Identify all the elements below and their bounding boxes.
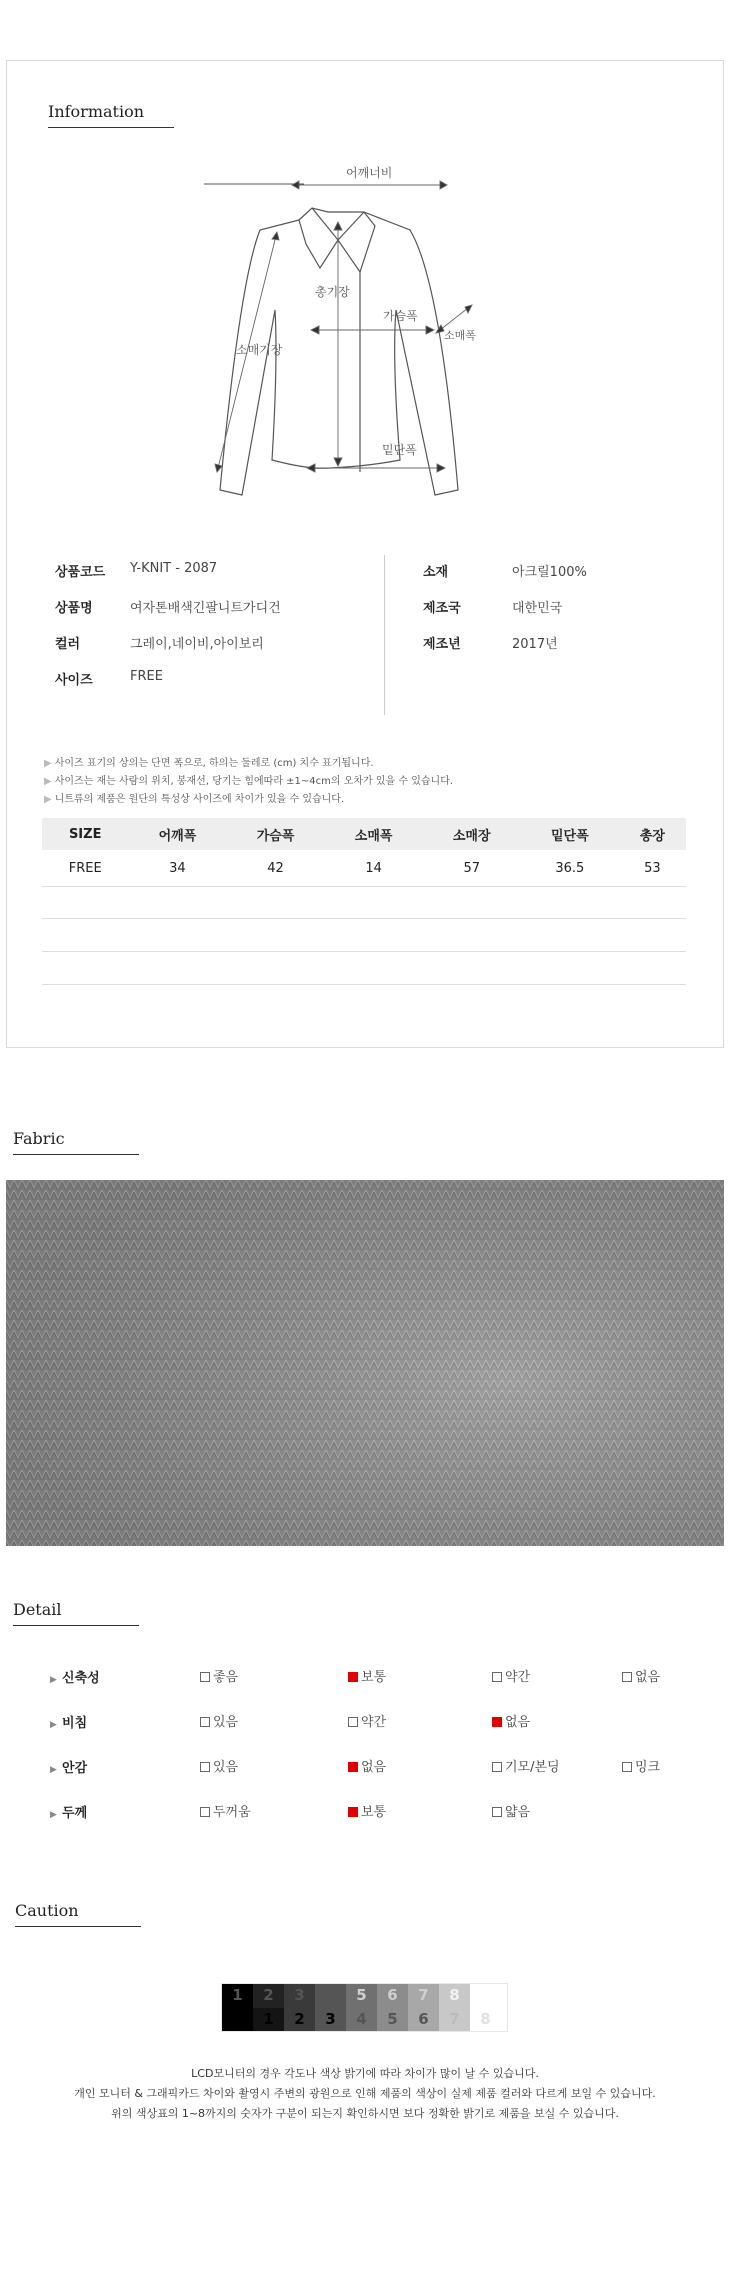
spec-label-year: 제조년 <box>423 637 461 652</box>
fabric-title-underline <box>13 1154 139 1155</box>
spec-label-size: 사이즈 <box>55 673 93 688</box>
detail-label: 안감 <box>62 1761 88 1776</box>
grayscale-number: 6 <box>418 2010 429 2028</box>
col-header: 가슴폭 <box>226 818 324 850</box>
option-label: 있음 <box>213 1715 239 1730</box>
table-cell: 53 <box>619 850 686 887</box>
spec-label-color: 컬러 <box>55 637 81 652</box>
checkbox-icon[interactable] <box>348 1717 358 1727</box>
spec-divider <box>384 555 385 715</box>
empty-table-row <box>42 918 686 919</box>
checkbox-icon[interactable] <box>492 1672 502 1682</box>
size-note <box>44 754 374 769</box>
checkbox-icon[interactable] <box>622 1672 632 1682</box>
option-label: 두꺼움 <box>213 1805 251 1820</box>
grayscale-swatch-top <box>439 1984 470 2008</box>
option-label: 약간 <box>505 1670 531 1685</box>
grayscale-number: 4 <box>356 2010 367 2028</box>
empty-table-row <box>42 984 686 985</box>
checkbox-checked-icon[interactable] <box>348 1807 358 1817</box>
detail-title: Detail <box>13 1600 62 1619</box>
option-lining-yes[interactable] <box>200 1756 238 1775</box>
grayscale-swatch-top <box>346 1984 377 2008</box>
label-hem: 밑단폭 <box>382 443 417 457</box>
grayscale-number: 3 <box>294 1986 305 2004</box>
note-bullet-icon: ▶ <box>44 794 52 805</box>
option-thickness-thick[interactable] <box>200 1801 251 1820</box>
detail-row-sheerness <box>50 1712 87 1731</box>
col-header: 소매장 <box>423 818 521 850</box>
option-label: 없음 <box>361 1760 387 1775</box>
note-text: 사이즈 표기의 상의는 단면 폭으로, 하의는 둘레로 (cm) 치수 표기됩니다. <box>54 758 374 769</box>
spec-label-code: 상품코드 <box>55 565 106 580</box>
grayscale-chart <box>221 1983 508 2032</box>
checkbox-icon[interactable] <box>200 1672 210 1682</box>
size-table <box>42 818 686 887</box>
detail-row-thickness <box>50 1802 87 1821</box>
label-total-length: 총기장 <box>315 285 350 299</box>
col-header: SIZE <box>42 818 128 850</box>
row-bullet-icon: ▶ <box>50 1675 57 1685</box>
option-label: 좋음 <box>213 1670 239 1685</box>
option-thickness-thin[interactable] <box>492 1801 530 1820</box>
row-bullet-icon: ▶ <box>50 1765 57 1775</box>
grayscale-swatch-bottom <box>315 2008 346 2031</box>
grayscale-number: 4 <box>325 1986 336 2004</box>
grayscale-number: 5 <box>387 2010 398 2028</box>
option-lining-none[interactable] <box>348 1756 386 1775</box>
grayscale-number: 5 <box>356 1986 367 2004</box>
note-text: 사이즈는 재는 사람의 위치, 봉재선, 당기는 힘에따라 ±1~4cm의 오차가 있을 수 있습니다. <box>54 776 454 787</box>
table-cell: 36.5 <box>521 850 619 887</box>
table-cell: 42 <box>226 850 324 887</box>
checkbox-checked-icon[interactable] <box>492 1717 502 1727</box>
option-label: 얇음 <box>505 1805 531 1820</box>
option-elasticity-none[interactable] <box>622 1666 660 1685</box>
grayscale-swatch-bottom <box>222 2008 253 2031</box>
checkbox-icon[interactable] <box>492 1807 502 1817</box>
note-text: 니트류의 제품은 원단의 특성상 사이즈에 차이가 있을 수 있습니다. <box>54 794 345 805</box>
grayscale-swatch-top <box>470 1984 501 2008</box>
grayscale-swatch-bottom <box>284 2008 315 2031</box>
spec-label-material: 소재 <box>423 565 449 580</box>
col-header: 밑단폭 <box>521 818 619 850</box>
label-sleeve-length: 소매기장 <box>236 343 283 357</box>
table-cell: 14 <box>325 850 423 887</box>
spec-value-code: Y-KNIT - 2087 <box>130 561 218 576</box>
checkbox-checked-icon[interactable] <box>348 1672 358 1682</box>
checkbox-icon[interactable] <box>200 1717 210 1727</box>
fabric-title: Fabric <box>13 1129 65 1148</box>
grayscale-swatch-top <box>222 1984 253 2008</box>
size-note <box>44 772 453 787</box>
spec-value-year: 2017년 <box>512 637 558 652</box>
row-bullet-icon: ▶ <box>50 1810 57 1820</box>
grayscale-swatch-top <box>377 1984 408 2008</box>
option-lining-fleece[interactable] <box>492 1756 560 1775</box>
option-label: 보통 <box>361 1805 387 1820</box>
grayscale-swatch-bottom <box>408 2008 439 2031</box>
caution-line: LCD모니터의 경우 각도나 색상 밝기에 따라 차이가 많이 날 수 있습니다. <box>191 2067 539 2080</box>
option-label: 기모/본딩 <box>505 1760 560 1775</box>
grayscale-number: 2 <box>294 2010 305 2028</box>
option-elasticity-normal[interactable] <box>348 1666 386 1685</box>
spec-value-material: 아크릴100% <box>512 565 587 580</box>
checkbox-icon[interactable] <box>492 1762 502 1772</box>
grayscale-swatch-bottom <box>346 2008 377 2031</box>
information-title: Information <box>48 102 145 121</box>
table-row <box>42 850 686 887</box>
option-lining-mink[interactable] <box>622 1756 660 1775</box>
spec-value-country: 대한민국 <box>512 601 563 616</box>
size-table-header <box>42 818 686 850</box>
grayscale-number: 2 <box>263 1986 274 2004</box>
spec-label-country: 제조국 <box>423 601 461 616</box>
grayscale-number: 7 <box>418 1986 429 2004</box>
option-elasticity-good[interactable] <box>200 1666 238 1685</box>
detail-label: 두께 <box>62 1806 88 1821</box>
option-sheerness-yes[interactable] <box>200 1711 238 1730</box>
detail-label: 비침 <box>62 1716 88 1731</box>
col-header: 소매폭 <box>325 818 423 850</box>
checkbox-checked-icon[interactable] <box>348 1762 358 1772</box>
table-cell: 34 <box>128 850 226 887</box>
checkbox-icon[interactable] <box>622 1762 632 1772</box>
table-cell: 57 <box>423 850 521 887</box>
checkbox-icon[interactable] <box>200 1807 210 1817</box>
grayscale-number: 6 <box>387 1986 398 2004</box>
option-label: 있음 <box>213 1760 239 1775</box>
grayscale-swatch-bottom <box>377 2008 408 2031</box>
table-cell: FREE <box>42 850 128 887</box>
grayscale-number: 3 <box>325 2010 336 2028</box>
grayscale-number: 7 <box>449 2010 460 2028</box>
grayscale-number: 1 <box>232 1986 243 2004</box>
diagram-measurements <box>0 0 730 520</box>
spec-value-name: 여자톤배색긴팔니트가디건 <box>130 601 281 616</box>
size-note <box>44 790 344 805</box>
option-sheerness-slight[interactable] <box>348 1711 386 1730</box>
label-chest: 가슴폭 <box>383 309 418 323</box>
col-header: 총장 <box>619 818 686 850</box>
spec-value-color: 그레이,네이비,아이보리 <box>130 637 264 652</box>
grayscale-swatch-top <box>408 1984 439 2008</box>
option-sheerness-none[interactable] <box>492 1711 530 1730</box>
option-label: 없음 <box>635 1670 661 1685</box>
note-bullet-icon: ▶ <box>44 776 52 787</box>
detail-title-underline <box>13 1625 139 1626</box>
grayscale-swatch-top <box>253 1984 284 2008</box>
grayscale-swatch-bottom <box>470 2008 501 2031</box>
fabric-image <box>6 1180 724 1546</box>
detail-label: 신축성 <box>62 1671 100 1686</box>
caution-title-underline <box>15 1926 141 1927</box>
detail-row-elasticity <box>50 1667 100 1686</box>
detail-row-lining <box>50 1757 87 1776</box>
option-label: 보통 <box>361 1670 387 1685</box>
row-bullet-icon: ▶ <box>50 1720 57 1730</box>
note-bullet-icon: ▶ <box>44 758 52 769</box>
option-label: 약간 <box>361 1715 387 1730</box>
spec-label-name: 상품명 <box>55 601 93 616</box>
checkbox-icon[interactable] <box>200 1762 210 1772</box>
grayscale-swatch-bottom <box>439 2008 470 2031</box>
grayscale-number: 8 <box>449 1986 460 2004</box>
label-shoulder: 어깨너비 <box>346 166 393 180</box>
option-label: 밍크 <box>635 1760 661 1775</box>
caution-title: Caution <box>15 1901 79 1920</box>
grayscale-swatch-bottom <box>253 2008 284 2031</box>
grayscale-number: 1 <box>263 2010 274 2028</box>
option-label: 없음 <box>505 1715 531 1730</box>
option-thickness-normal[interactable] <box>348 1801 386 1820</box>
caution-line: 위의 색상표의 1~8까지의 숫자가 구분이 되는지 확인하시면 보다 정확한 밝기로 제품을 보실 수 있습니다. <box>111 2107 619 2120</box>
empty-table-row <box>42 951 686 952</box>
option-elasticity-slight[interactable] <box>492 1666 530 1685</box>
grayscale-swatch-top <box>315 1984 346 2008</box>
caution-line: 개인 모니터 & 그래픽카드 차이와 촬영시 주변의 광원으로 인해 제품의 색상이 실제 제품 컬러와 다르게 보일 수 있습니다. <box>74 2087 656 2100</box>
spec-value-size: FREE <box>130 669 163 684</box>
label-sleeve-width: 소매폭 <box>444 329 476 342</box>
grayscale-swatch-top <box>284 1984 315 2008</box>
col-header: 어깨폭 <box>128 818 226 850</box>
grayscale-number: 8 <box>480 2010 491 2028</box>
